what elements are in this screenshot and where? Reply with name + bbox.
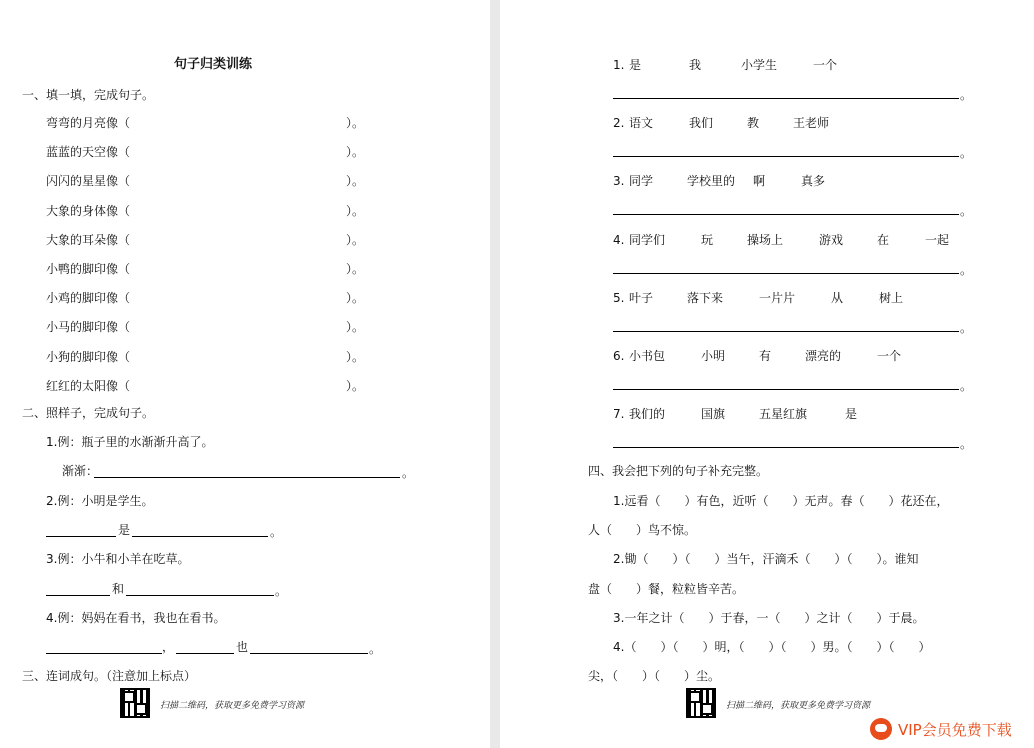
fill-line: 4.（ ）（ ）明，（ ）（ ）男。（ ）（ ） xyxy=(613,640,931,654)
fill-line: 人（ ）鸟不惊。 xyxy=(588,523,697,537)
fill-line: 2.锄（ ）（ ）当午，汗滴禾（ ）（ ）。谁知 xyxy=(613,552,919,566)
scrambled-word: 一片片 xyxy=(759,290,796,305)
scrambled-word: 是 xyxy=(629,58,642,72)
simile-prompt: 大象的耳朵像（ xyxy=(46,232,131,247)
scrambled-word: 一起 xyxy=(925,232,950,247)
word-scramble-question xyxy=(613,173,826,189)
closing-paren: ）。 xyxy=(346,349,365,364)
answer-blank xyxy=(46,536,116,537)
simile-prompt: 小狗的脚印像（ xyxy=(46,349,131,364)
scrambled-word: 王老师 xyxy=(793,116,830,131)
answer-blank xyxy=(46,595,110,596)
scrambled-word: 叶子 xyxy=(629,290,654,305)
period: 。 xyxy=(960,146,973,161)
scrambled-word: 玩 xyxy=(701,232,714,247)
right-page xyxy=(500,0,1034,748)
example1-word: 渐渐： xyxy=(62,464,99,478)
answer-line xyxy=(613,214,959,215)
simile-prompt: 闪闪的星星像（ xyxy=(46,174,131,189)
simile-prompt: 小马的脚印像（ xyxy=(46,320,131,335)
answer-line xyxy=(613,447,959,448)
closing-paren: ）。 xyxy=(346,320,365,335)
scrambled-word: 我们的 xyxy=(629,407,666,422)
question-number: 5. xyxy=(613,290,625,305)
question-number: 7. xyxy=(613,407,625,422)
fill-line: 尖，（ ）（ ）尘。 xyxy=(588,669,721,683)
period: 。 xyxy=(960,437,973,452)
answer-line xyxy=(613,98,959,99)
scrambled-word: 小书包 xyxy=(629,349,666,363)
fill-line: 3.一年之计（ ）于春，一（ ）之计（ ）于晨。 xyxy=(613,611,925,625)
answer-blank xyxy=(126,595,274,596)
word-scramble-question xyxy=(613,115,830,131)
worksheet-title: 句子归类训练 xyxy=(174,57,253,72)
answer-blank xyxy=(176,653,234,654)
period: 。 xyxy=(402,466,415,480)
fill-line: 1.远看（ ）有色，近听（ ）无声。春（ ）花还在， xyxy=(613,494,949,508)
period: 。 xyxy=(270,525,283,539)
simile-prompt: 红红的太阳像（ xyxy=(46,378,131,393)
comma: ， xyxy=(162,640,175,654)
scrambled-word: 一个 xyxy=(877,349,902,363)
closing-paren: ）。 xyxy=(346,232,365,247)
question-number: 2. xyxy=(613,116,625,131)
scrambled-word: 教 xyxy=(747,116,760,131)
period: 。 xyxy=(960,320,973,335)
qr-code xyxy=(686,688,716,718)
example4: 4.例：妈妈在看书，我也在看书。 xyxy=(46,611,226,625)
word-scramble-question xyxy=(613,406,858,422)
scrambled-word: 操场上 xyxy=(747,232,784,247)
word-scramble-question xyxy=(613,57,838,73)
simile-prompt: 小鸡的脚印像（ xyxy=(46,291,131,306)
scrambled-word: 漂亮的 xyxy=(805,349,842,363)
period: 。 xyxy=(960,379,973,393)
scrambled-word: 小明 xyxy=(701,349,726,363)
scrambled-word: 国旗 xyxy=(701,407,726,422)
closing-paren: ）。 xyxy=(346,378,365,393)
scrambled-word: 同学们 xyxy=(629,232,666,247)
scrambled-word: 落下来 xyxy=(687,290,724,305)
closing-paren: ）。 xyxy=(346,116,365,130)
closing-paren: ）。 xyxy=(346,262,365,276)
watermark-text: VIP会员免费下载 xyxy=(898,720,1012,739)
period: 。 xyxy=(369,642,382,656)
scrambled-word: 树上 xyxy=(879,290,904,305)
answer-blank xyxy=(94,477,400,478)
scrambled-word: 五星红旗 xyxy=(759,407,808,422)
section2-heading: 二、照样子，完成句子。 xyxy=(22,406,155,420)
answer-line xyxy=(613,156,959,157)
chat-bubble-icon xyxy=(870,718,892,740)
scrambled-word: 啊 xyxy=(753,174,766,189)
answer-line xyxy=(613,331,959,332)
example2-word: 是 xyxy=(118,523,131,537)
closing-paren: ）。 xyxy=(346,145,365,160)
simile-prompt: 蓝蓝的天空像（ xyxy=(46,145,131,160)
scrambled-word: 有 xyxy=(759,349,772,363)
scrambled-word: 语文 xyxy=(629,116,654,131)
section3-heading: 三、连词成句。（注意加上标点） xyxy=(22,669,197,683)
word-scramble-question xyxy=(613,232,950,248)
question-number: 6. xyxy=(613,349,625,363)
scrambled-word: 小学生 xyxy=(741,58,778,72)
closing-paren: ）。 xyxy=(346,174,365,189)
example3: 3.例：小牛和小羊在吃草。 xyxy=(46,552,190,566)
vip-watermark[interactable] xyxy=(870,714,1030,744)
section4-heading: 四、我会把下列的句子补充完整。 xyxy=(588,464,769,478)
footer-text: 扫描二维码，获取更多免费学习资源 xyxy=(726,701,871,711)
answer-line xyxy=(613,389,959,390)
word-scramble-question xyxy=(613,290,904,306)
scrambled-word: 游戏 xyxy=(819,232,844,247)
qr-code xyxy=(120,688,150,718)
scrambled-word: 是 xyxy=(845,407,858,422)
scrambled-word: 我们 xyxy=(689,116,714,131)
simile-prompt: 大象的身体像（ xyxy=(46,203,131,218)
example4-word: 也 xyxy=(236,640,249,654)
answer-blank xyxy=(132,536,268,537)
period: 。 xyxy=(275,584,288,598)
closing-paren: ）。 xyxy=(346,291,365,306)
scrambled-word: 在 xyxy=(877,232,890,247)
simile-prompt: 小鸭的脚印像（ xyxy=(46,262,131,276)
question-number: 4. xyxy=(613,232,625,247)
word-scramble-question xyxy=(613,348,902,364)
scrambled-word: 一个 xyxy=(813,58,838,72)
question-number: 3. xyxy=(613,174,625,189)
example3-word: 和 xyxy=(112,582,125,596)
period: 。 xyxy=(960,262,973,277)
scrambled-word: 我 xyxy=(689,58,702,72)
simile-prompt: 弯弯的月亮像（ xyxy=(46,116,131,130)
scrambled-word: 学校里的 xyxy=(687,174,736,189)
scrambled-word: 真多 xyxy=(801,174,826,189)
period: 。 xyxy=(960,204,973,219)
footer-text: 扫描二维码，获取更多免费学习资源 xyxy=(160,701,305,711)
period: 。 xyxy=(960,88,973,102)
answer-blank xyxy=(250,653,368,654)
fill-line: 盘（ ）餐，粒粒皆辛苦。 xyxy=(588,582,745,596)
left-page xyxy=(0,0,490,748)
question-number: 1. xyxy=(613,58,625,72)
example2: 2.例：小明是学生。 xyxy=(46,494,154,508)
scrambled-word: 同学 xyxy=(629,174,654,189)
section1-heading: 一、填一填，完成句子。 xyxy=(22,88,155,102)
scrambled-word: 从 xyxy=(831,290,844,305)
answer-line xyxy=(613,273,959,274)
example1: 1.例：瓶子里的水渐渐升高了。 xyxy=(46,435,214,449)
closing-paren: ）。 xyxy=(346,203,365,218)
answer-blank xyxy=(46,653,162,654)
